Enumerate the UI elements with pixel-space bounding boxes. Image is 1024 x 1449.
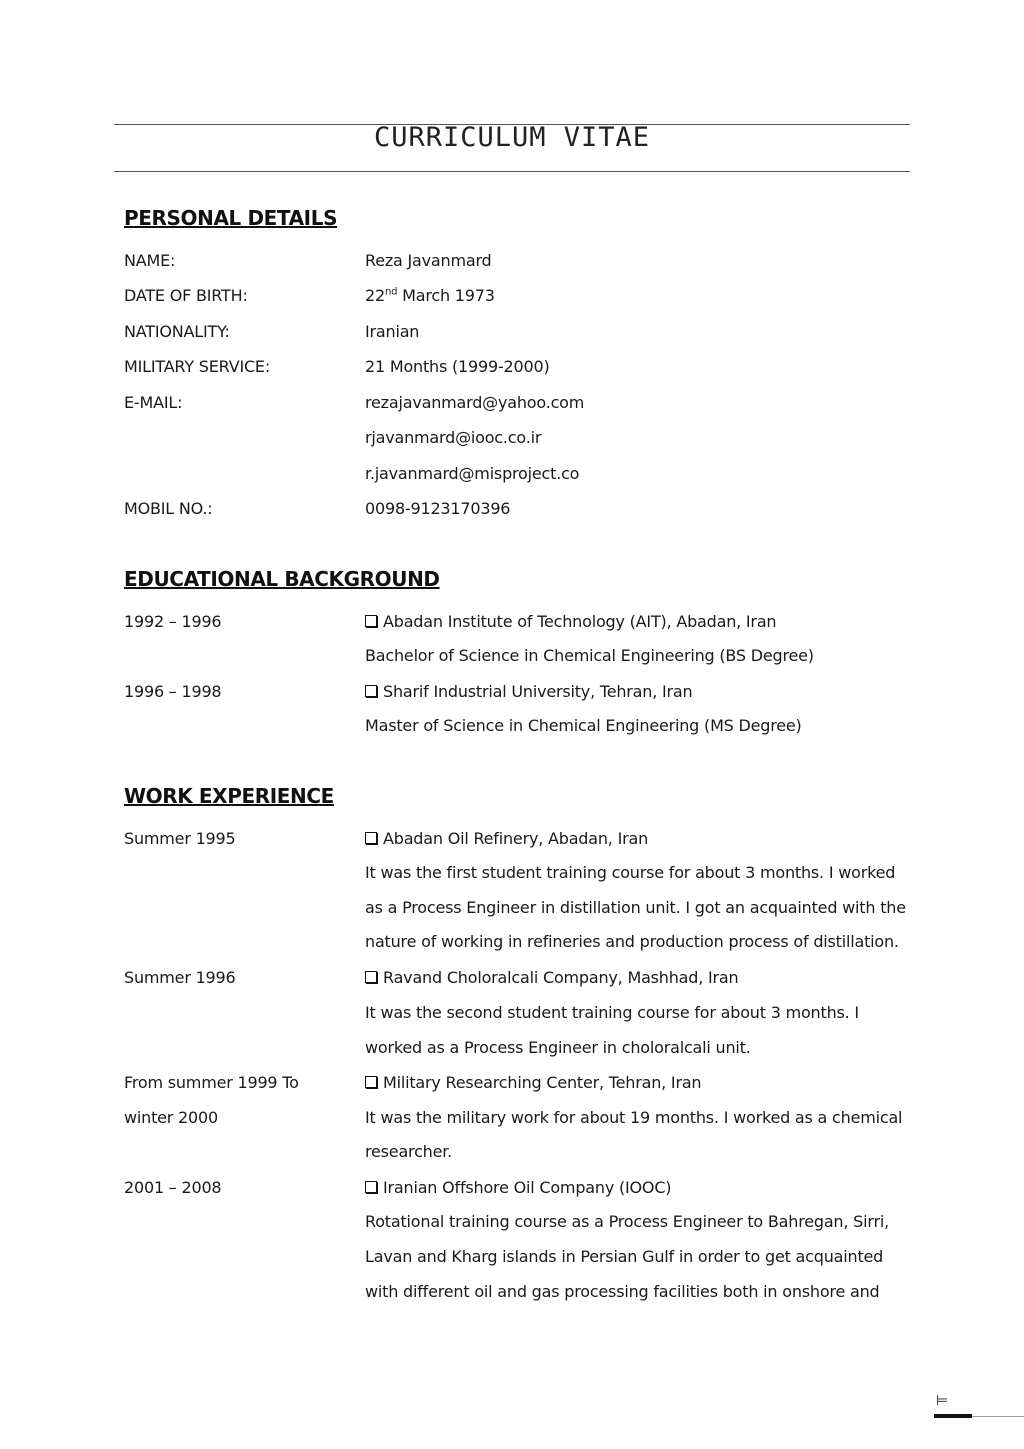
work-desc-line: Lavan and Kharg islands in Persian Gulf in order to get acquainted: [365, 1247, 884, 1266]
work-period-2: Summer 1996: [124, 968, 236, 987]
work-period-3b: winter 2000: [124, 1108, 218, 1127]
dob-suffix: nd: [384, 286, 398, 298]
education-degree-2: Master of Science in Chemical Engineering (MS Degree): [365, 716, 802, 735]
checkbox-icon: [365, 971, 377, 983]
employer-text: Military Researching Center, Tehran, Iran: [383, 1073, 702, 1092]
work-employer-1: [365, 829, 648, 848]
mobile-value: 0098-9123170396: [365, 499, 511, 518]
dob-value: [365, 286, 495, 305]
name-value: Reza Javanmard: [365, 251, 492, 270]
footer-bar: [934, 1414, 972, 1418]
work-employer-3: [365, 1073, 701, 1092]
checkbox-icon: [365, 615, 377, 627]
education-period-1: 1992 – 1996: [124, 612, 222, 631]
work-desc-line: as a Process Engineer in distillation unit. I got an acquainted with the: [365, 898, 906, 917]
name-label: NAME:: [124, 251, 176, 270]
employer-text: Abadan Oil Refinery, Abadan, Iran: [383, 829, 649, 848]
nationality-label: NATIONALITY:: [124, 322, 230, 341]
education-heading: EDUCATIONAL BACKGROUND: [124, 567, 440, 591]
institution-text: Abadan Institute of Technology (AIT), Abadan, Iran: [383, 612, 777, 631]
work-employer-2: [365, 968, 738, 987]
dob-day: 22: [365, 286, 385, 305]
work-desc-line: It was the military work for about 19 months. I worked as a chemical: [365, 1108, 903, 1127]
employer-text: Iranian Offshore Oil Company (IOOC): [383, 1178, 672, 1197]
work-period-3a: From summer 1999 To: [124, 1073, 299, 1092]
employer-text: Ravand Choloralcali Company, Mashhad, Iran: [383, 968, 739, 987]
dob-rest: March 1973: [397, 286, 495, 305]
military-value: 21 Months (1999-2000): [365, 357, 550, 376]
email-label: E-MAIL:: [124, 393, 183, 412]
footer-mark-icon: ⊨: [936, 1393, 949, 1409]
document-title: CURRICULUM VITAE: [373, 122, 651, 153]
work-heading: WORK EXPERIENCE: [124, 784, 334, 808]
checkbox-icon: [365, 1181, 377, 1193]
dob-label: DATE OF BIRTH:: [124, 286, 248, 305]
work-desc-line: worked as a Process Engineer in choloralcali unit.: [365, 1038, 751, 1057]
title-rule: [114, 171, 910, 172]
mobile-label: MOBIL NO.:: [124, 499, 213, 518]
email-1: rezajavanmard@yahoo.com: [365, 393, 585, 412]
work-desc-line: with different oil and gas processing facilities both in onshore and: [365, 1282, 880, 1301]
work-desc-line: It was the second student training course for about 3 months. I: [365, 1003, 859, 1022]
work-period-4: 2001 – 2008: [124, 1178, 222, 1197]
education-degree-1: Bachelor of Science in Chemical Engineering (BS Degree): [365, 646, 814, 665]
footer-line: [972, 1416, 1024, 1417]
checkbox-icon: [365, 685, 377, 697]
work-period-1: Summer 1995: [124, 829, 236, 848]
nationality-value: Iranian: [365, 322, 420, 341]
work-desc-line: researcher.: [365, 1142, 453, 1161]
military-label: MILITARY SERVICE:: [124, 357, 271, 376]
work-desc-line: Rotational training course as a Process Engineer to Bahregan, Sirri,: [365, 1212, 889, 1231]
personal-heading: PERSONAL DETAILS: [124, 206, 338, 230]
institution-text: Sharif Industrial University, Tehran, Iran: [383, 682, 693, 701]
email-3: r.javanmard@misproject.co: [365, 464, 580, 483]
checkbox-icon: [365, 832, 377, 844]
education-period-2: 1996 – 1998: [124, 682, 222, 701]
education-institution-2: [365, 682, 692, 701]
email-2: rjavanmard@iooc.co.ir: [365, 428, 542, 447]
work-employer-4: [365, 1178, 671, 1197]
checkbox-icon: [365, 1076, 377, 1088]
work-desc-line: It was the first student training course for about 3 months. I worked: [365, 863, 896, 882]
education-institution-1: [365, 612, 776, 631]
work-desc-line: nature of working in refineries and production process of distillation.: [365, 932, 899, 951]
